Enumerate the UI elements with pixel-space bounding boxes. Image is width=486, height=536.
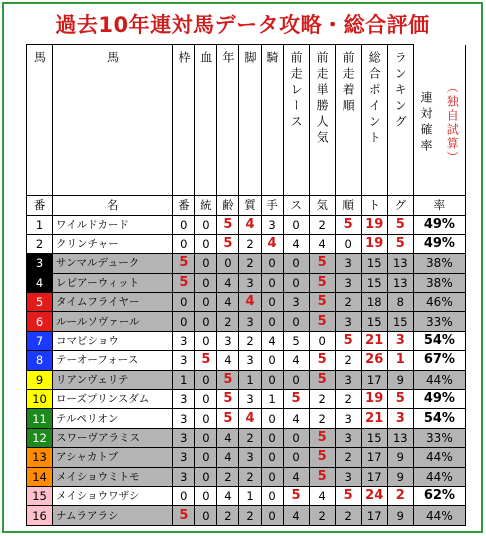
horse-number: 7 [27,331,53,350]
table-row [27,370,466,389]
header-age: 年 [217,45,239,196]
cell-jockey: 3 [261,215,283,234]
table-row [27,351,466,370]
cell-rank: 3 [387,331,413,350]
cell-jockey: 4 [261,234,283,253]
header-style: 脚 [239,45,261,196]
cell-prob: 62% [413,486,465,505]
cell-style: 2 [239,254,261,273]
cell-pop: 5 [309,254,335,273]
cell-race: 0 [283,215,309,234]
cell-jockey: 0 [261,506,283,525]
cell-waku: 3 [173,448,195,467]
cell-prob: 54% [413,409,465,428]
cell-points: 17 [361,448,387,467]
cell-jockey: 0 [261,273,283,292]
cell-blood: 0 [195,370,217,389]
cell-age: 2 [217,467,239,486]
cell-age: 4 [217,273,239,292]
cell-rank: 5 [387,390,413,409]
cell-race: 4 [283,467,309,486]
cell-race: 0 [283,254,309,273]
cell-pop: 5 [309,273,335,292]
horse-name: メイショウミトモ [53,467,173,486]
cell-style: 3 [239,273,261,292]
cell-prob: 44% [413,467,465,486]
cell-pop: 5 [309,448,335,467]
cell-prob: 44% [413,370,465,389]
cell-race: 0 [283,428,309,447]
cell-jockey: 0 [261,254,283,273]
horse-name: クリンチャー [53,234,173,253]
horse-number: 9 [27,370,53,389]
cell-race: 5 [283,486,309,505]
cell-race: 3 [283,293,309,312]
cell-blood: 0 [195,293,217,312]
table-row [27,293,466,312]
cell-pop: 5 [309,428,335,447]
horse-number: 12 [27,428,53,447]
cell-style: 4 [239,409,261,428]
cell-finish: 2 [335,351,361,370]
cell-rank: 3 [387,409,413,428]
header-no: 馬 [27,45,53,196]
header-bottom-no: 番 [27,195,53,215]
cell-prob: 46% [413,293,465,312]
cell-blood: 0 [195,390,217,409]
horse-number: 8 [27,351,53,370]
cell-waku: 5 [173,506,195,525]
cell-style: 2 [239,428,261,447]
cell-points: 18 [361,293,387,312]
cell-jockey: 0 [261,428,283,447]
cell-waku: 1 [173,370,195,389]
header-ranking: ランキング [387,45,413,196]
header-bottom-ranking: グ [387,195,413,215]
cell-blood: 5 [195,351,217,370]
horse-name: サンマルデューク [53,254,173,273]
cell-prob: 67% [413,351,465,370]
cell-age: 5 [217,215,239,234]
cell-age: 3 [217,331,239,350]
chart-frame [2,2,483,533]
horse-number: 11 [27,409,53,428]
cell-points: 15 [361,428,387,447]
cell-race: 4 [283,351,309,370]
cell-race: 0 [283,370,309,389]
cell-finish: 0 [335,234,361,253]
horse-number: 16 [27,506,53,525]
cell-finish: 2 [335,293,361,312]
horse-name: テルペリオン [53,409,173,428]
cell-points: 17 [361,506,387,525]
cell-pop: 5 [309,293,335,312]
cell-finish: 5 [335,486,361,505]
cell-points: 19 [361,215,387,234]
horse-name: メイショウワザシ [53,486,173,505]
cell-jockey: 0 [261,486,283,505]
horse-name: テーオーフォース [53,351,173,370]
cell-pop: 0 [309,331,335,350]
horse-number: 2 [27,234,53,253]
cell-pop: 4 [309,234,335,253]
cell-waku: 3 [173,409,195,428]
cell-waku: 0 [173,312,195,331]
horse-name: スワーヴアラミス [53,428,173,447]
cell-age: 4 [217,448,239,467]
cell-blood: 0 [195,312,217,331]
cell-pop: 5 [309,370,335,389]
cell-style: 1 [239,370,261,389]
cell-rank: 5 [387,215,413,234]
cell-finish: 3 [335,273,361,292]
cell-rank: 13 [387,273,413,292]
horse-name: リアンヴェリテ [53,370,173,389]
header-name: 馬 [53,45,173,196]
cell-finish: 3 [335,312,361,331]
cell-points: 21 [361,409,387,428]
cell-pop: 2 [309,215,335,234]
table-row [27,273,466,292]
cell-points: 17 [361,370,387,389]
header-bottom-jockey: 手 [261,195,283,215]
cell-prob: 49% [413,215,465,234]
cell-pop: 2 [309,506,335,525]
header-row [27,45,466,196]
cell-finish: 2 [335,448,361,467]
cell-style: 2 [239,506,261,525]
cell-finish: 3 [335,370,361,389]
cell-prob: 38% [413,254,465,273]
cell-waku: 3 [173,467,195,486]
cell-rank: 9 [387,467,413,486]
cell-age: 4 [217,293,239,312]
cell-jockey: 0 [261,370,283,389]
table-row [27,254,466,273]
cell-age: 5 [217,390,239,409]
header-bottom-age: 齢 [217,195,239,215]
cell-blood: 0 [195,428,217,447]
cell-waku: 0 [173,293,195,312]
header-bottom-pop: 気 [309,195,335,215]
cell-race: 0 [283,448,309,467]
horse-name: ワイルドカード [53,215,173,234]
horse-name: ローズプリンスダム [53,390,173,409]
header-points: 総合ポイント [361,45,387,196]
cell-blood: 0 [195,234,217,253]
cell-prob: 44% [413,506,465,525]
header-bottom-blood: 統 [195,195,217,215]
cell-points: 15 [361,254,387,273]
horse-number: 15 [27,486,53,505]
table-row [27,467,466,486]
cell-style: 4 [239,215,261,234]
header-prev-race: 前走レース [283,45,309,196]
cell-prob: 33% [413,312,465,331]
table-row [27,312,466,331]
cell-age: 4 [217,351,239,370]
cell-waku: 3 [173,351,195,370]
horse-name: ルールソヴァール [53,312,173,331]
cell-race: 0 [283,312,309,331]
horse-number: 14 [27,467,53,486]
cell-jockey: 4 [261,331,283,350]
table-body [27,215,466,525]
cell-race: 4 [283,506,309,525]
horse-number: 13 [27,448,53,467]
cell-style: 3 [239,390,261,409]
cell-rank: 8 [387,293,413,312]
cell-waku: 5 [173,254,195,273]
cell-points: 17 [361,467,387,486]
header-blood: 血 [195,45,217,196]
cell-finish: 5 [335,215,361,234]
cell-rank: 5 [387,234,413,253]
header-bottom-style: 質 [239,195,261,215]
cell-blood: 0 [195,448,217,467]
cell-finish: 3 [335,409,361,428]
header-prev-finish: 前走着順 [335,45,361,196]
cell-points: 26 [361,351,387,370]
header-bottom-name: 名 [53,195,173,215]
cell-blood: 0 [195,409,217,428]
table-row [27,428,466,447]
table-row [27,506,466,525]
cell-race: 5 [283,331,309,350]
page-title: 過去10年連対馬データ攻略・総合評価 [55,13,430,37]
cell-waku: 0 [173,234,195,253]
table-row [27,409,466,428]
header-prob: 連対確率 （独自試算） [414,45,466,195]
horse-number: 5 [27,293,53,312]
cell-rank: 9 [387,506,413,525]
cell-finish: 3 [335,254,361,273]
cell-waku: 3 [173,331,195,350]
horse-number: 1 [27,215,53,234]
cell-jockey: 1 [261,390,283,409]
horse-number: 3 [27,254,53,273]
horse-number: 6 [27,312,53,331]
cell-style: 3 [239,448,261,467]
cell-blood: 0 [195,506,217,525]
cell-pop: 2 [309,409,335,428]
horse-name: レピアーウィット [53,273,173,292]
cell-jockey: 0 [261,312,283,331]
cell-rank: 15 [387,312,413,331]
table-row [27,486,466,505]
table-row [27,234,466,253]
cell-race: 4 [283,409,309,428]
cell-rank: 13 [387,428,413,447]
cell-finish: 2 [335,506,361,525]
cell-points: 24 [361,486,387,505]
cell-prob: 54% [413,331,465,350]
cell-points: 19 [361,234,387,253]
cell-age: 4 [217,428,239,447]
header-row-bottom [27,195,466,215]
cell-waku: 0 [173,486,195,505]
horse-name: アシャカトブ [53,448,173,467]
horse-name: タイムフライヤー [53,293,173,312]
horse-name: コマビショウ [53,331,173,350]
horse-number: 4 [27,273,53,292]
cell-rank: 9 [387,370,413,389]
cell-style: 2 [239,331,261,350]
cell-points: 21 [361,331,387,350]
cell-blood: 0 [195,215,217,234]
cell-style: 3 [239,312,261,331]
cell-style: 3 [239,351,261,370]
header-bottom-race: ス [283,195,309,215]
cell-age: 5 [217,234,239,253]
cell-blood: 0 [195,273,217,292]
header-jockey: 騎 [261,45,283,196]
cell-race: 5 [283,390,309,409]
header-bottom-finish: 順 [335,195,361,215]
cell-points: 15 [361,312,387,331]
cell-points: 15 [361,273,387,292]
table-row [27,215,466,234]
cell-style: 2 [239,234,261,253]
cell-finish: 3 [335,428,361,447]
header-bottom-waku: 番 [173,195,195,215]
cell-finish: 5 [335,331,361,350]
cell-style: 2 [239,467,261,486]
cell-waku: 3 [173,390,195,409]
cell-age: 5 [217,409,239,428]
cell-jockey: 0 [261,409,283,428]
cell-pop: 5 [309,312,335,331]
horse-name: ナムラアラシ [53,506,173,525]
cell-rank: 9 [387,448,413,467]
cell-prob: 49% [413,234,465,253]
cell-age: 2 [217,312,239,331]
cell-jockey: 0 [261,293,283,312]
table-row [27,390,466,409]
cell-rank: 1 [387,351,413,370]
evaluation-table [26,44,466,526]
cell-jockey: 0 [261,467,283,486]
cell-pop: 5 [309,467,335,486]
cell-style: 4 [239,293,261,312]
cell-prob: 49% [413,390,465,409]
header-bottom-points: ト [361,195,387,215]
header-prev-pop: 前走単勝人気 [309,45,335,196]
cell-pop: 4 [309,486,335,505]
cell-blood: 0 [195,331,217,350]
cell-age: 4 [217,486,239,505]
cell-prob: 44% [413,448,465,467]
cell-jockey: 0 [261,351,283,370]
table-row [27,448,466,467]
cell-waku: 0 [173,215,195,234]
cell-style: 1 [239,486,261,505]
cell-blood: 0 [195,467,217,486]
cell-prob: 33% [413,428,465,447]
table-row [27,331,466,350]
cell-points: 19 [361,390,387,409]
header-bottom-prob: 率 [413,195,465,215]
cell-rank: 13 [387,254,413,273]
cell-prob: 38% [413,273,465,292]
cell-rank: 2 [387,486,413,505]
cell-age: 2 [217,506,239,525]
header-waku: 枠 [173,45,195,196]
cell-race: 4 [283,234,309,253]
cell-finish: 3 [335,467,361,486]
cell-age: 5 [217,370,239,389]
cell-age: 0 [217,254,239,273]
cell-race: 0 [283,273,309,292]
horse-number: 10 [27,390,53,409]
cell-waku: 3 [173,428,195,447]
cell-blood: 0 [195,254,217,273]
cell-jockey: 0 [261,448,283,467]
cell-blood: 0 [195,486,217,505]
cell-finish: 2 [335,390,361,409]
cell-pop: 5 [309,351,335,370]
cell-pop: 2 [309,390,335,409]
cell-waku: 5 [173,273,195,292]
